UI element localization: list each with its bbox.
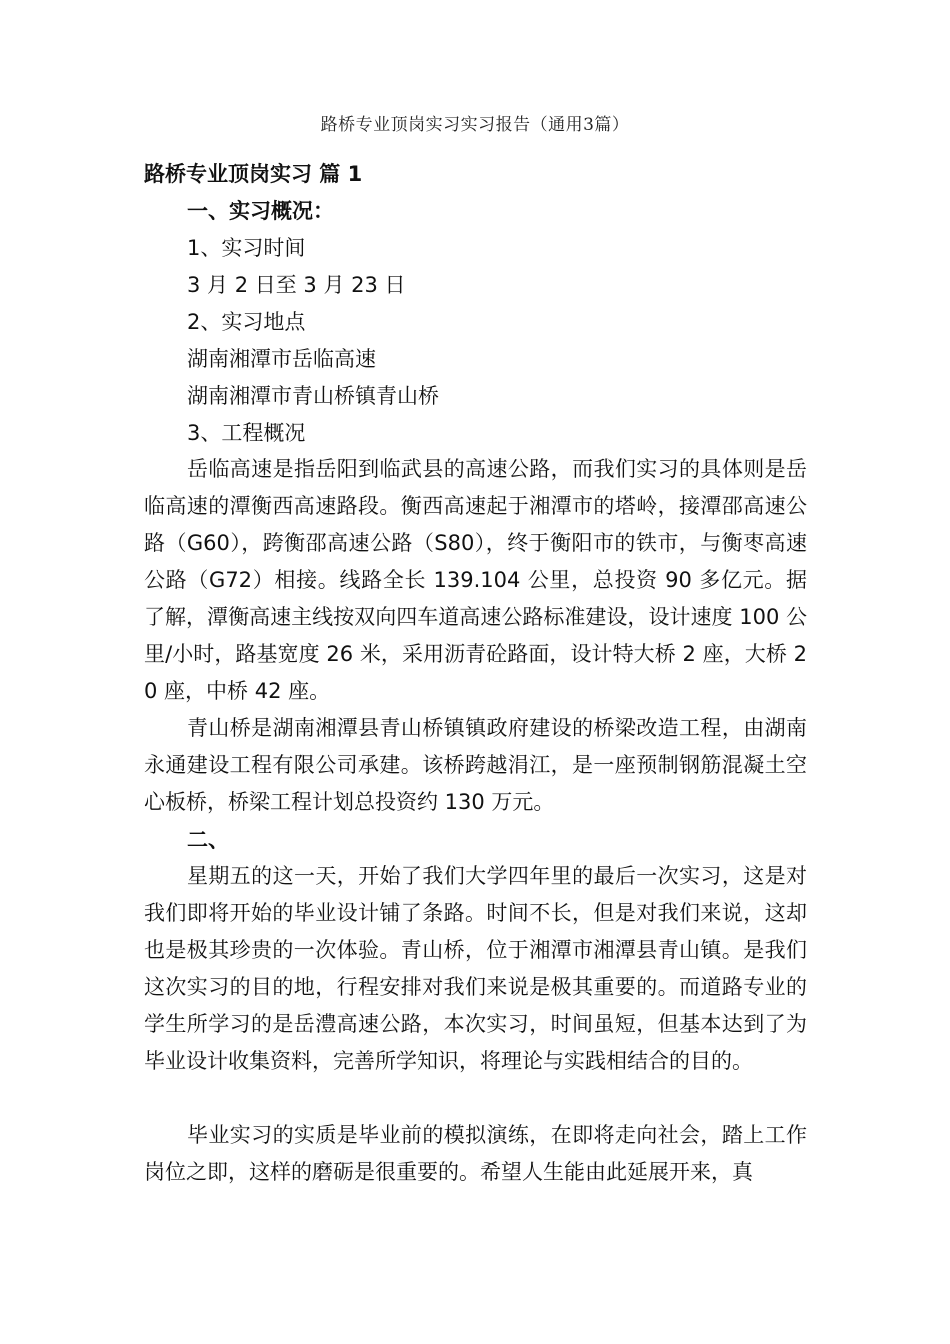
- item-location-label: 2、实习地点: [187, 310, 306, 334]
- item-time-label: 1、实习时间: [187, 236, 306, 260]
- item-time-value: 3 月 2 日至 3 月 23 日: [187, 273, 406, 297]
- item-location-value-1: 湖南湘潭市岳临高速: [187, 347, 376, 371]
- paragraph-qingshan-bridge: 青山桥是湖南湘潭县青山桥镇镇政府建设的桥梁改造工程，由湖南永通建设工程有限公司承建。该桥跨越涓江，是一座预制钢筋混凝土空心板桥，桥梁工程计划总投资约 130 万元。: [144, 716, 807, 814]
- item-location-value-2: 湖南湘潭市青山桥镇青山桥: [187, 384, 439, 408]
- overview-heading: 一、实习概况：: [187, 199, 334, 223]
- paragraph-internship-start: 星期五的这一天，开始了我们大学四年里的最后一次实习，这是对我们即将开始的毕业设计铺了条路。时间不长，但是对我们来说，这却也是极其珍贵的一次体验。青山桥，位于湘潭市湘潭县青山镇。是我们这次实习的目的地，行程安排对我们来说是极其重要的。而道路专业的学生所学习的是岳澧高速公路，本次实习，时间虽短，但基本达到了为毕业设计收集资料，完善所学知识，将理论与实践相结合的目的。: [144, 864, 807, 1073]
- part-two-heading: 二、: [187, 828, 229, 852]
- item-overview-label: 3、工程概况: [187, 421, 306, 445]
- paragraph-internship-essence: 毕业实习的实质是毕业前的模拟演练，在即将走向社会，踏上工作岗位之即，这样的磨砺是很重要的。希望人生能由此延展开来，真: [144, 1123, 807, 1184]
- section-heading: 路桥专业顶岗实习 篇 1: [144, 162, 363, 186]
- document-title: 路桥专业顶岗实习实习报告（通用3篇）: [320, 115, 630, 135]
- paragraph-yuelin-expressway: 岳临高速是指岳阳到临武县的高速公路，而我们实习的具体则是岳临高速的潭衡西高速路段。衡西高速起于湘潭市的塔岭，接潭邵高速公路（G60），跨衡邵高速公路（S80），终于衡阳市的铁市，与衡枣高速公路（G72）相接。线路全长 139.104 公里，总投资 90 多亿元。据了解，潭衡高速主线按双向四车道高速公路标准建设，设计速度 100 公里/小时，路基宽度 26 米，采用沥青砼路面，设计特大桥 2 座，大桥 20 座，中桥 42 座。: [144, 457, 807, 703]
